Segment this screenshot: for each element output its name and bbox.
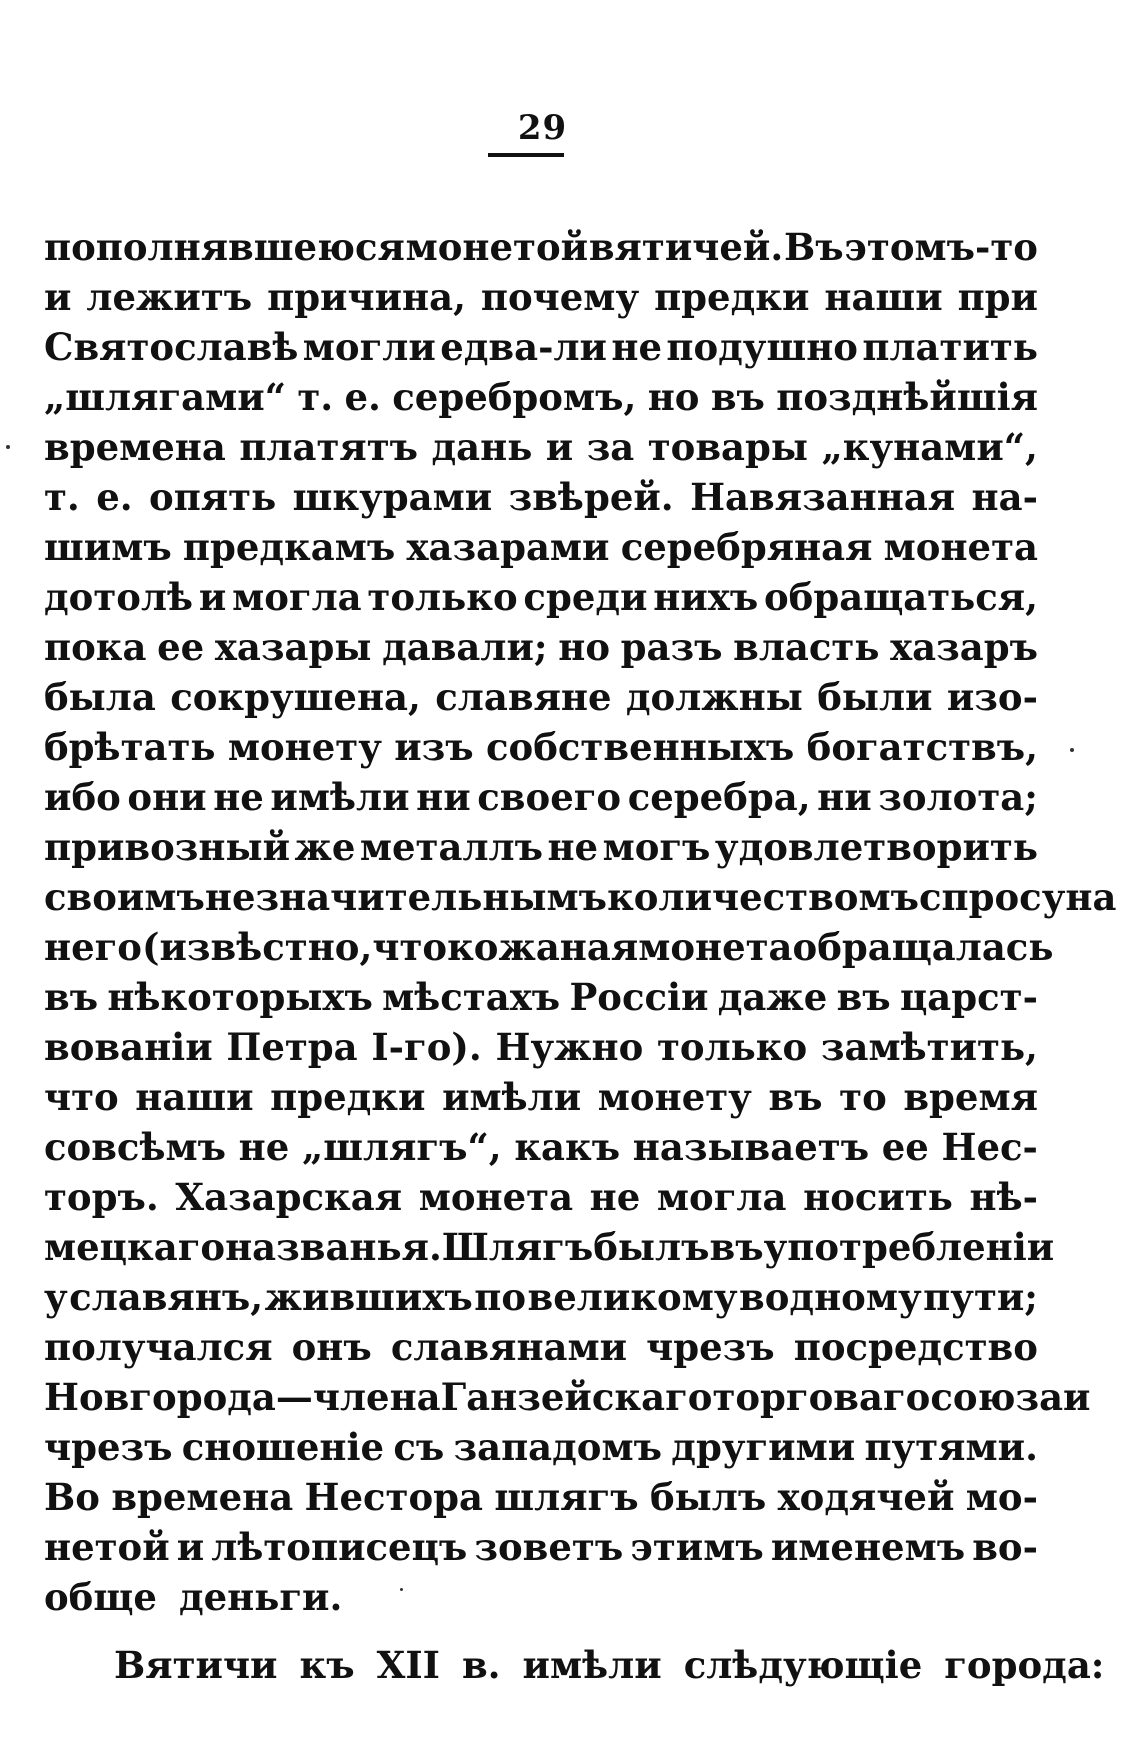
word: количествомъ bbox=[607, 875, 919, 919]
word: богатствъ, bbox=[806, 725, 1038, 769]
word: то bbox=[839, 1075, 887, 1119]
word: была bbox=[44, 675, 156, 719]
word: сношеніе bbox=[181, 1425, 385, 1469]
word: пополнявшеюся bbox=[44, 225, 405, 269]
body-text bbox=[44, 222, 1117, 1690]
word: обращаться, bbox=[764, 575, 1038, 619]
word: ее bbox=[881, 1125, 929, 1169]
text-line bbox=[44, 372, 1038, 422]
word: и bbox=[1063, 1375, 1091, 1419]
word: мецкаго bbox=[44, 1225, 226, 1269]
word: съ bbox=[393, 1425, 445, 1469]
word: западомъ bbox=[453, 1425, 663, 1469]
word: водному bbox=[739, 1275, 922, 1319]
word: онъ bbox=[291, 1325, 372, 1369]
page-number: 29 bbox=[517, 108, 568, 148]
word: какъ bbox=[514, 1125, 621, 1169]
word: ее bbox=[157, 625, 205, 669]
word: зоветъ bbox=[474, 1525, 624, 1569]
word: замѣтить, bbox=[820, 1025, 1038, 1069]
word: хазаръ bbox=[890, 625, 1038, 669]
word: чрезъ bbox=[646, 1325, 775, 1369]
word: шлягъ bbox=[494, 1475, 639, 1519]
word: же bbox=[294, 825, 356, 869]
word: шкурами bbox=[292, 475, 493, 519]
word: былъ bbox=[649, 1475, 767, 1519]
word: царст- bbox=[899, 975, 1038, 1019]
text-line bbox=[44, 1072, 1038, 1122]
text-line bbox=[44, 622, 1038, 672]
word: Хазарская bbox=[175, 1175, 403, 1219]
word: разъ bbox=[620, 625, 723, 669]
word: обще bbox=[44, 1575, 157, 1619]
word: нѣ- bbox=[969, 1175, 1038, 1219]
word: е. bbox=[96, 475, 133, 519]
word: этимъ bbox=[630, 1525, 764, 1569]
word: къ bbox=[299, 1643, 355, 1687]
word: не bbox=[611, 325, 662, 369]
word: въ bbox=[836, 975, 891, 1019]
text-line bbox=[44, 1422, 1038, 1472]
word: мо- bbox=[965, 1475, 1038, 1519]
word: платить bbox=[862, 325, 1038, 369]
text-line bbox=[44, 1122, 1038, 1172]
word: по bbox=[474, 1275, 527, 1319]
word: Навязанная bbox=[690, 475, 956, 519]
word: обращалась bbox=[792, 925, 1054, 969]
word: и bbox=[198, 575, 227, 619]
text-line bbox=[44, 872, 1117, 922]
word: Петра bbox=[226, 1025, 358, 1069]
word: І-го). bbox=[371, 1025, 482, 1069]
word: Россіи bbox=[569, 975, 709, 1019]
word: удовлетворить bbox=[714, 825, 1038, 869]
word: и bbox=[44, 275, 72, 319]
word: среди bbox=[523, 575, 648, 619]
word: именемъ bbox=[770, 1525, 966, 1569]
word: хазары bbox=[214, 625, 372, 669]
word: металлъ bbox=[359, 825, 543, 869]
word: совсѣмъ bbox=[44, 1125, 226, 1169]
word: города: bbox=[944, 1643, 1105, 1687]
word: но bbox=[647, 375, 700, 419]
word: пока bbox=[44, 625, 147, 669]
word: носить bbox=[803, 1175, 953, 1219]
word: этомъ-то bbox=[844, 225, 1038, 269]
text-line bbox=[44, 1172, 1038, 1222]
word: наши bbox=[824, 275, 943, 319]
word: товары bbox=[647, 425, 808, 469]
scan-speck bbox=[1070, 748, 1074, 752]
text-line bbox=[44, 722, 1038, 772]
word: предки bbox=[270, 1075, 426, 1119]
word: монета bbox=[883, 525, 1038, 569]
word: за bbox=[586, 425, 635, 469]
word: чрезъ bbox=[44, 1425, 173, 1469]
word: должны bbox=[625, 675, 803, 719]
word: торъ. bbox=[44, 1175, 159, 1219]
word: въ bbox=[709, 1225, 764, 1269]
word: изо- bbox=[946, 675, 1038, 719]
word: предки bbox=[654, 275, 810, 319]
word: имѣли bbox=[442, 1075, 582, 1119]
word: хазарами bbox=[406, 525, 610, 569]
word: даже bbox=[717, 975, 828, 1019]
word: вованіи bbox=[44, 1025, 213, 1069]
text-line bbox=[44, 1572, 1038, 1622]
word: едва-ли bbox=[440, 325, 607, 369]
word: союза bbox=[930, 1375, 1064, 1419]
word: нетой bbox=[44, 1525, 170, 1569]
word: путями. bbox=[864, 1425, 1038, 1469]
word: причина, bbox=[267, 275, 466, 319]
word: посредство bbox=[793, 1325, 1038, 1369]
word: времена bbox=[44, 425, 226, 469]
word: брѣтать bbox=[44, 725, 216, 769]
word: слѣдующіе bbox=[683, 1643, 923, 1687]
word: монету bbox=[597, 1075, 752, 1119]
text-line bbox=[44, 522, 1038, 572]
word: власть bbox=[733, 625, 880, 669]
word: другими bbox=[671, 1425, 856, 1469]
word: монета bbox=[418, 1175, 574, 1219]
word: собственныхъ bbox=[486, 725, 795, 769]
word: на- bbox=[971, 475, 1038, 519]
text-line bbox=[44, 322, 1038, 372]
word: ни bbox=[416, 775, 471, 819]
word: не bbox=[238, 1125, 290, 1169]
word: привозный bbox=[44, 825, 291, 869]
text-line bbox=[44, 822, 1038, 872]
word: могла bbox=[232, 575, 362, 619]
word: торговаго bbox=[712, 1375, 931, 1419]
word: не bbox=[589, 1175, 641, 1219]
word: былъ bbox=[593, 1225, 710, 1269]
text-line bbox=[44, 472, 1038, 522]
word: изъ bbox=[394, 725, 474, 769]
word: Шлягъ bbox=[441, 1225, 594, 1269]
word: славяне bbox=[435, 675, 612, 719]
word: во- bbox=[972, 1525, 1038, 1569]
word: XII bbox=[376, 1643, 440, 1687]
word: не bbox=[213, 775, 264, 819]
word: получался bbox=[44, 1325, 273, 1369]
word: великому bbox=[527, 1275, 738, 1319]
word: него bbox=[44, 925, 142, 969]
word: дотолѣ bbox=[44, 575, 194, 619]
word: монетой bbox=[405, 225, 589, 269]
word: Нес- bbox=[941, 1125, 1038, 1169]
word: Нестора bbox=[304, 1475, 484, 1519]
word: на bbox=[1065, 875, 1117, 919]
word: что bbox=[44, 1075, 119, 1119]
word: нихъ bbox=[653, 575, 759, 619]
word: называетъ bbox=[632, 1125, 870, 1169]
word: давали; bbox=[382, 625, 548, 669]
word: славянъ, bbox=[69, 1275, 264, 1319]
word: серебра, bbox=[627, 775, 811, 819]
word: т. bbox=[297, 375, 334, 419]
word: Въ bbox=[783, 225, 844, 269]
text-line bbox=[44, 672, 1038, 722]
text-line bbox=[44, 1272, 1038, 1322]
word: названья. bbox=[225, 1225, 442, 1269]
word: предкамъ bbox=[182, 525, 396, 569]
scan-speck bbox=[6, 445, 10, 449]
word: т. bbox=[44, 475, 80, 519]
word: монету bbox=[227, 725, 382, 769]
word: е. bbox=[344, 375, 381, 419]
word: но bbox=[558, 625, 610, 669]
word: славянами bbox=[390, 1325, 628, 1369]
text-line bbox=[44, 1022, 1038, 1072]
word: золота; bbox=[878, 775, 1038, 819]
word: Ганзейскаго bbox=[440, 1375, 713, 1419]
word: подушно bbox=[666, 325, 858, 369]
word: имѣли bbox=[522, 1643, 662, 1687]
word: Нужно bbox=[495, 1025, 644, 1069]
word: только bbox=[367, 575, 518, 619]
word: ходячей bbox=[777, 1475, 955, 1519]
text-line bbox=[44, 222, 1038, 272]
word: (извѣстно, bbox=[141, 925, 373, 969]
text-line bbox=[44, 272, 1038, 322]
word: жившихъ bbox=[264, 1275, 473, 1319]
text-line bbox=[44, 922, 1054, 972]
word: лѣтописецъ bbox=[211, 1525, 468, 1569]
text-line bbox=[44, 1322, 1038, 1372]
word: Вятичи bbox=[114, 1643, 278, 1687]
word: имѣли bbox=[270, 775, 410, 819]
word: мѣстахъ bbox=[382, 975, 561, 1019]
scan-speck bbox=[400, 1588, 403, 1591]
word: своимъ bbox=[44, 875, 205, 919]
word: „шлягъ“, bbox=[301, 1125, 502, 1169]
word: въ bbox=[710, 375, 765, 419]
text-line bbox=[44, 1472, 1038, 1522]
word: почему bbox=[480, 275, 640, 319]
text-line bbox=[44, 1522, 1038, 1572]
text-line bbox=[44, 1222, 1055, 1272]
word: шимъ bbox=[44, 525, 172, 569]
word: въ bbox=[768, 1075, 823, 1119]
text-line bbox=[44, 572, 1038, 622]
word: монета bbox=[638, 925, 793, 969]
word: опять bbox=[149, 475, 277, 519]
word: ибо bbox=[44, 775, 121, 819]
word: они bbox=[127, 775, 207, 819]
word: звѣрей. bbox=[508, 475, 674, 519]
text-line bbox=[44, 1372, 1091, 1422]
word: употребленіи bbox=[763, 1225, 1055, 1269]
word: въ bbox=[44, 975, 99, 1019]
word: пути; bbox=[923, 1275, 1038, 1319]
word: платятъ bbox=[239, 425, 419, 469]
word: своего bbox=[477, 775, 622, 819]
word: серебромъ, bbox=[392, 375, 637, 419]
text-line bbox=[44, 1640, 1105, 1690]
text-line bbox=[44, 972, 1038, 1022]
page-number-underline bbox=[488, 153, 564, 157]
word: „кунами“, bbox=[821, 425, 1038, 469]
word: не bbox=[547, 825, 599, 869]
word: позднѣйшія bbox=[776, 375, 1038, 419]
word: незначительнымъ bbox=[204, 875, 608, 919]
word: нѣкоторыхъ bbox=[107, 975, 373, 1019]
word: в. bbox=[461, 1643, 501, 1687]
word: вятичей. bbox=[588, 225, 784, 269]
word: Святославѣ bbox=[44, 325, 299, 369]
word: время bbox=[903, 1075, 1038, 1119]
word: были bbox=[817, 675, 933, 719]
word: „шлягами“ bbox=[44, 375, 286, 419]
word: могли bbox=[302, 325, 436, 369]
word: кожаная bbox=[447, 925, 639, 969]
word: дань bbox=[431, 425, 533, 469]
word: лежитъ bbox=[86, 275, 253, 319]
word: наши bbox=[135, 1075, 254, 1119]
text-line bbox=[44, 772, 1038, 822]
word: времена bbox=[111, 1475, 294, 1519]
word: и bbox=[545, 425, 574, 469]
word: при bbox=[957, 275, 1038, 319]
word: и bbox=[176, 1525, 205, 1569]
word: деньги. bbox=[178, 1575, 343, 1619]
word: спросу bbox=[919, 875, 1066, 919]
word: серебряная bbox=[620, 525, 873, 569]
text-line bbox=[44, 422, 1038, 472]
word: что bbox=[372, 925, 448, 969]
word: сокрушена, bbox=[170, 675, 421, 719]
word: могла bbox=[656, 1175, 787, 1219]
word: ни bbox=[817, 775, 872, 819]
word: только bbox=[656, 1025, 808, 1069]
word: Во bbox=[44, 1475, 100, 1519]
word: могъ bbox=[602, 825, 711, 869]
word: Новгорода—члена bbox=[44, 1375, 441, 1419]
word: у bbox=[44, 1275, 68, 1319]
